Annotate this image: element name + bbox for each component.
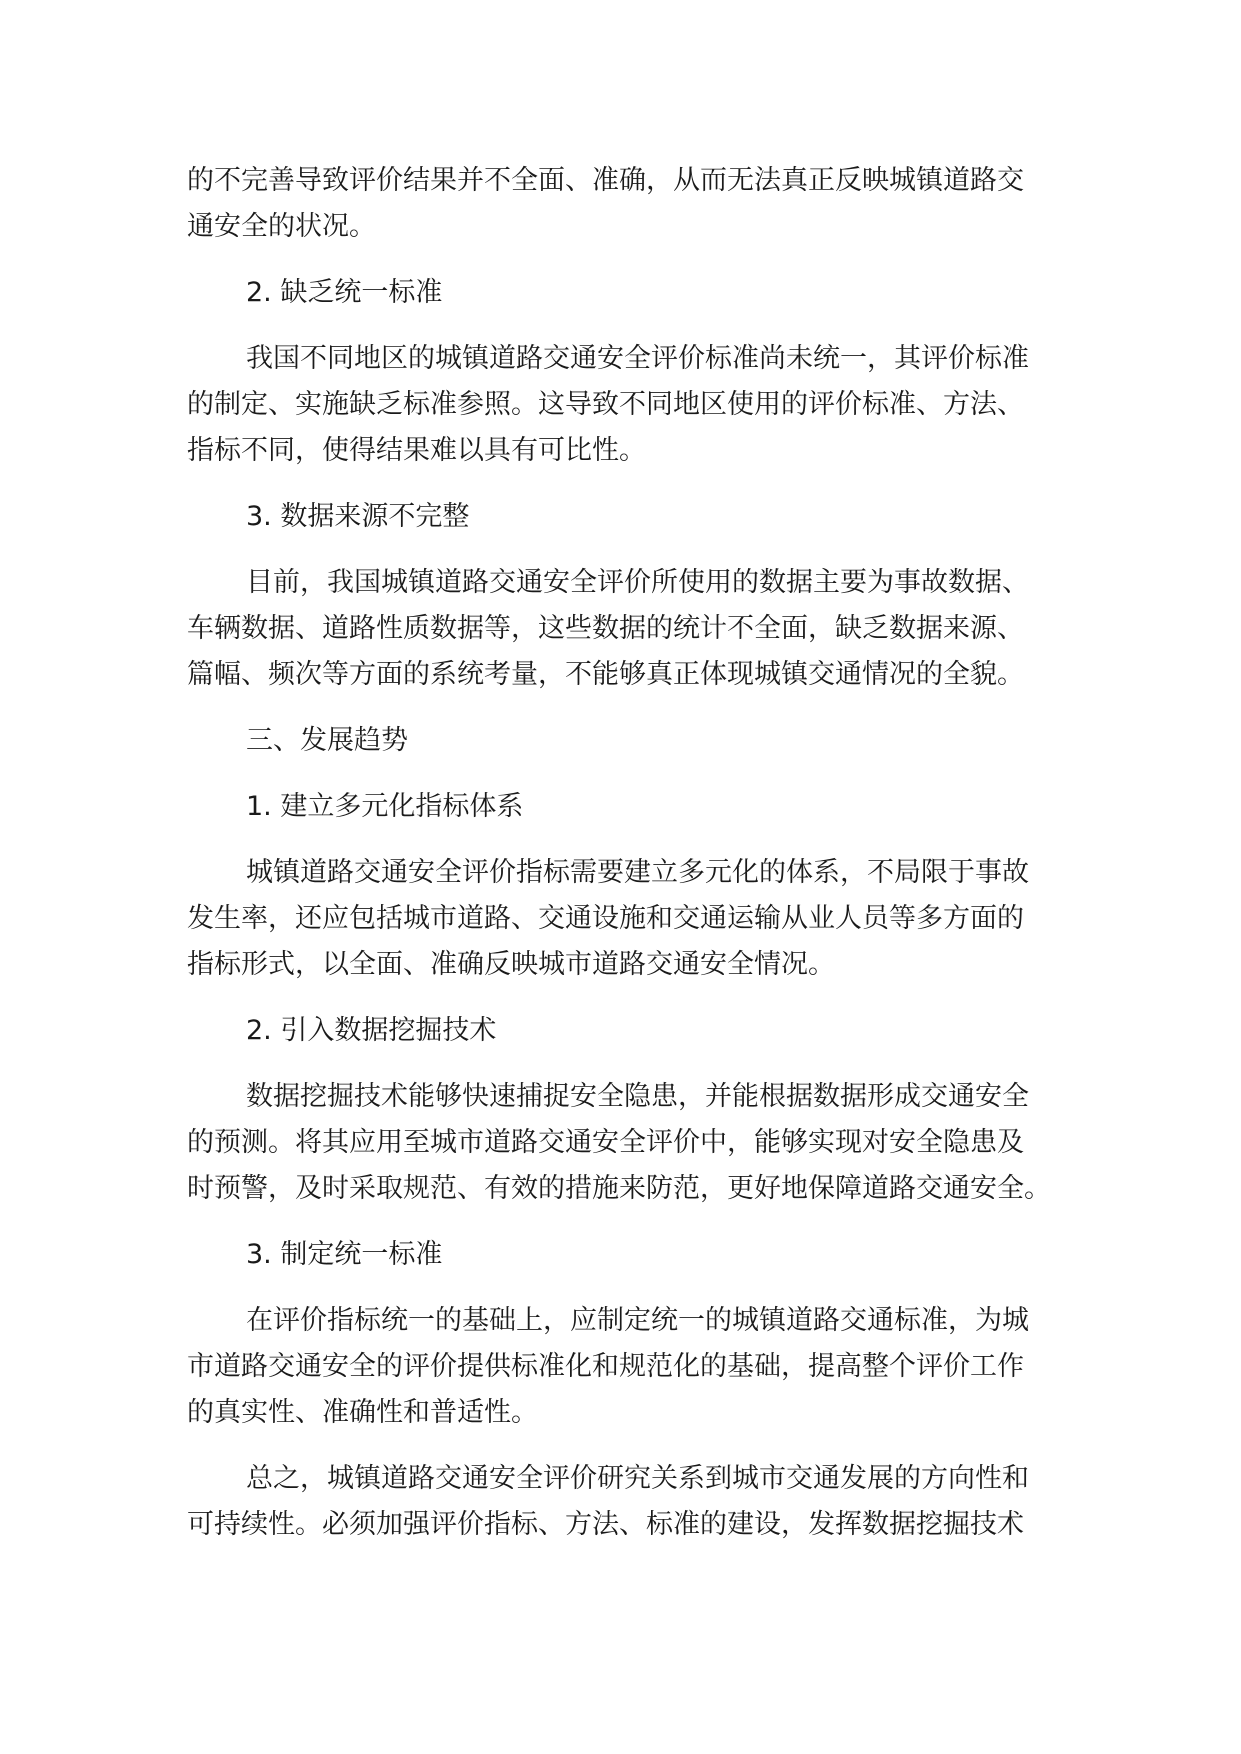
text-line: 指标形式，以全面、准确反映城市道路交通安全情况。 [187,949,835,980]
section-heading-incomplete-data [187,494,1067,540]
text-line: 的制定、实施缺乏标准参照。这导致不同地区使用的评价标准、方法、 [187,389,1024,420]
section-heading-unified-standard [187,1232,1067,1278]
text-line: 指标不同，使得结果难以具有可比性。 [187,435,646,466]
text-line: 我国不同地区的城镇道路交通安全评价标准尚未统一，其评价标准 [246,343,1029,374]
heading-text: 3. 数据来源不完整 [246,501,470,532]
text-line: 总之，城镇道路交通安全评价研究关系到城市交通发展的方向性和 [246,1463,1029,1494]
section-heading-trends [187,718,1067,764]
section-heading-lack-of-standard [187,270,1067,316]
paragraph-diverse-index [187,850,1067,988]
document-body [187,158,1067,1568]
text-line: 篇幅、频次等方面的系统考量，不能够真正体现城镇交通情况的全貌。 [187,659,1024,690]
section-heading-data-mining [187,1008,1067,1054]
paragraph-conclusion [187,1456,1067,1548]
text-line: 的预测。将其应用至城市道路交通安全评价中，能够实现对安全隐患及 [187,1127,1024,1158]
text-line: 的真实性、准确性和普适性。 [187,1397,538,1428]
heading-text: 2. 引入数据挖掘技术 [246,1015,497,1046]
heading-text: 2. 缺乏统一标准 [246,277,443,308]
paragraph-data-mining [187,1074,1067,1212]
text-line: 目前，我国城镇道路交通安全评价所使用的数据主要为事故数据、 [246,567,1029,598]
text-line: 数据挖掘技术能够快速捕捉安全隐患，并能根据数据形成交通安全 [246,1081,1029,1112]
paragraph-continuation [187,158,1067,250]
paragraph-unified-standard [187,1298,1067,1436]
text-line: 的不完善导致评价结果并不全面、准确，从而无法真正反映城镇道路交 [187,165,1024,196]
heading-text: 1. 建立多元化指标体系 [246,791,524,822]
section-heading-diverse-index [187,784,1067,830]
paragraph-data-sources [187,560,1067,698]
text-line: 市道路交通安全的评价提供标准化和规范化的基础，提高整个评价工作 [187,1351,1024,1382]
text-line: 发生率，还应包括城市道路、交通设施和交通运输从业人员等多方面的 [187,903,1024,934]
paragraph-standard [187,336,1067,474]
text-line: 时预警，及时采取规范、有效的措施来防范，更好地保障道路交通安全。 [187,1173,1051,1204]
text-line: 可持续性。必须加强评价指标、方法、标准的建设，发挥数据挖掘技术 [187,1509,1024,1540]
text-line: 通安全的状况。 [187,211,376,242]
text-line: 在评价指标统一的基础上，应制定统一的城镇道路交通标准，为城 [246,1305,1029,1336]
heading-text: 3. 制定统一标准 [246,1239,443,1270]
text-line: 车辆数据、道路性质数据等，这些数据的统计不全面，缺乏数据来源、 [187,613,1024,644]
text-line: 城镇道路交通安全评价指标需要建立多元化的体系，不局限于事故 [246,857,1029,888]
heading-text: 三、发展趋势 [246,725,408,756]
